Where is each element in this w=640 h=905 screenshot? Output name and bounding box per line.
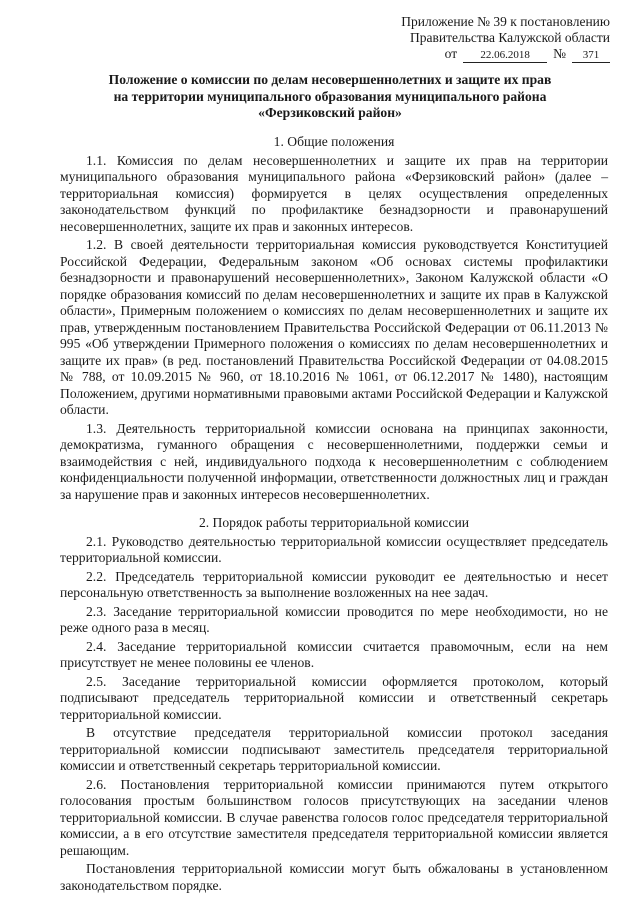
paragraph-1-2: 1.2. В своей деятельности территориальная комиссия руководствуется Конституцией Российской Федерации, Федеральным законом «Об основах системы профилактики безнадзорности и правонарушений несовершеннолетних», Законом Калужской области «О порядке образования комиссий по делам несовершеннолетних и защите их прав в Калужской области», Примерным положением о комиссиях по делам несовершеннолетних и защите их прав, утвержденным постановлением Правительства Российской Федерации от 06.11.2013 № 995 «Об утверждении Примерного положения о комиссиях по делам несовершеннолетних и защите их прав» (в ред. постановлений Правительства Российской Федерации от 04.08.2015 № 788, от 10.09.2015 № 960, от 18.10.2016 № 1061, от 06.12.2017 № 1480), настоящим Положением, другими нормативными правовыми актами Российской Федерации и Калужской области. — [60, 237, 608, 417]
paragraph-2-5-note: В отсутствие председателя территориальной комиссии протокол заседания территориальной комиссии подписывают заместитель председателя территориальной комиссии и ответственный секретарь территориальной комиссии. — [60, 725, 608, 773]
from-label: от — [444, 46, 458, 61]
section-1-heading: 1. Общие положения — [273, 134, 395, 149]
title-line-2: на территории муниципального образования муниципального района — [113, 88, 547, 104]
paragraph-2-3: 2.3. Заседание территориальной комиссии проводится по мере необходимости, но не реже одного раза в месяц. — [60, 603, 608, 635]
paragraph-2-1: 2.1. Руководство деятельностью территориальной комиссии осуществляет председатель территориальной комиссии. — [60, 533, 608, 565]
paragraph-2-6-note: Постановления территориальной комиссии могут быть обжалованы в установленном законодательством порядке. — [60, 861, 608, 893]
number-label: № — [553, 46, 566, 61]
paragraph-1-3: 1.3. Деятельность территориальной комиссии основана на принципах законности, демократизма, гуманного обращения с несовершеннолетними, поддержки семьи и взаимодействия с ней, индивидуального подхода к несовершеннолетним с соблюдением конфиденциальности полученной информации, ответственности должностных лиц и граждан за нарушение прав и законных интересов несовершеннолетних. — [60, 420, 608, 502]
section-2-heading: 2. Порядок работы территориальной комиссии — [198, 515, 470, 530]
paragraph-2-6: 2.6. Постановления территориальной комиссии принимаются путем открытого голосования простым большинством голосов присутствующих на заседании членов территориальной комиссии. В случае равенства голосов голос председателя территориальной комиссии, а в его отсутствие заместителя председателя территориальной комиссии является решающим. — [60, 776, 608, 858]
appendix-line-2: Правительства Калужской области — [409, 30, 610, 45]
decree-date: 22.06.2018 — [463, 49, 547, 63]
paragraph-2-4: 2.4. Заседание территориальной комиссии считается правомочным, если на нем присутствует не менее половины ее членов. — [60, 638, 608, 670]
title-line-1: Положение о комиссии по делам несовершеннолетних и защите их прав — [108, 72, 552, 87]
title-line-3: «Ферзиковский район» — [258, 105, 402, 120]
paragraph-2-2: 2.2. Председатель территориальной комиссии руководит ее деятельностью и несет персональную ответственность за выполнение возложенных на нее задач. — [60, 568, 608, 600]
document-body — [60, 134, 608, 896]
appendix-line-1: Приложение № 39 к постановлению — [401, 14, 610, 29]
appendix-header — [380, 14, 610, 63]
paragraph-1-1: 1.1. Комиссия по делам несовершеннолетних и защите их прав на территории муниципального образования муниципального района «Ферзиковский район» (далее – территориальная комиссия) формируется в целях осуществления определенных законодательством функций по профилактике безнадзорности и правонарушений несовершеннолетних, защите их прав и законных интересов. — [60, 152, 608, 234]
document-title — [70, 72, 590, 122]
appendix-dateline — [380, 46, 610, 63]
decree-number: 371 — [572, 49, 610, 63]
paragraph-2-5: 2.5. Заседание территориальной комиссии оформляется протоколом, который подписывают председатель территориальной комиссии и ответственный секретарь территориальной комиссии. — [60, 673, 608, 722]
